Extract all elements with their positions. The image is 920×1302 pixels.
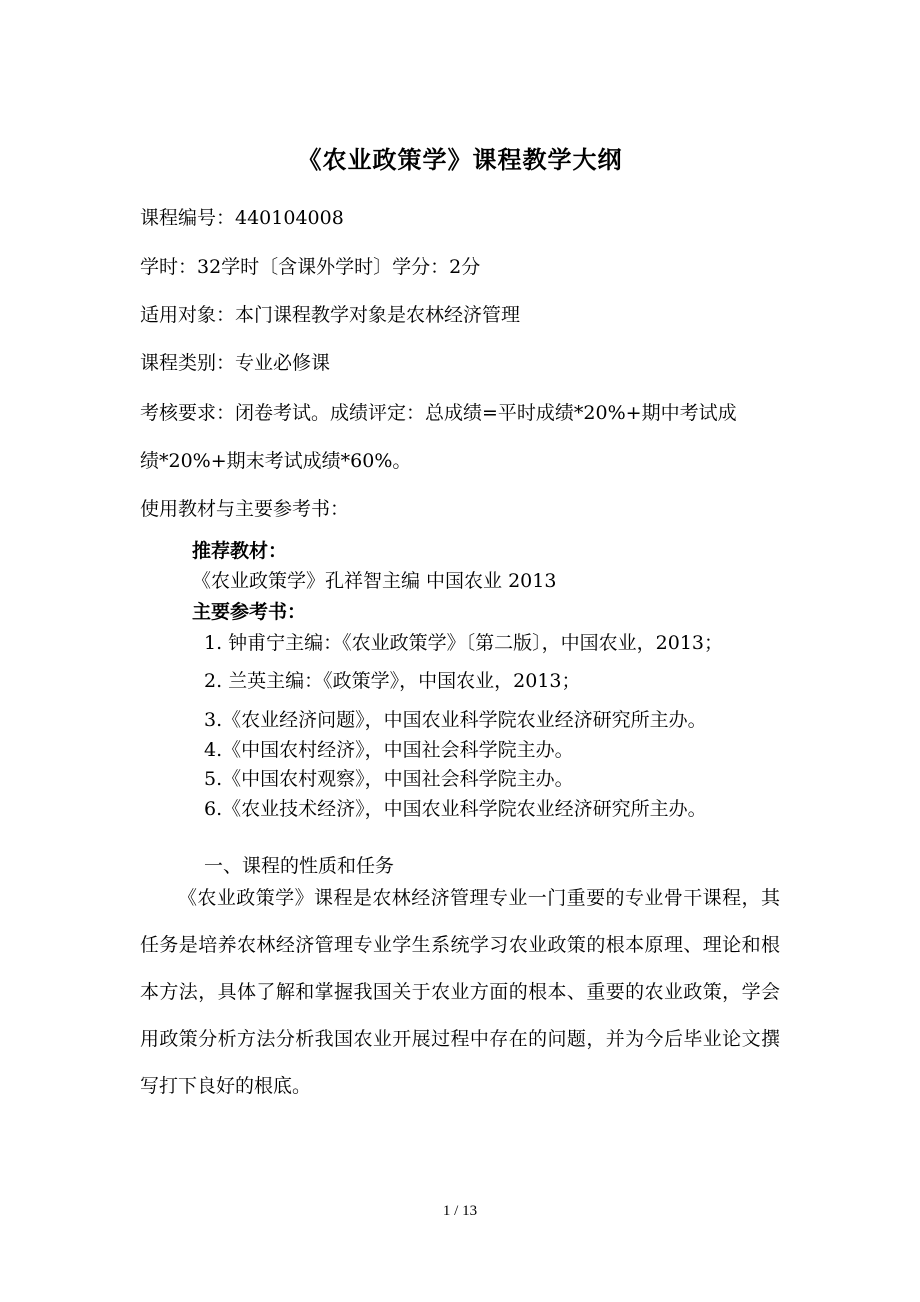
reference-item: 6.《农业技术经济》，中国农业科学院农业经济研究所主办。 xyxy=(204,798,707,820)
page-number: 1 / 13 xyxy=(442,1203,478,1219)
books-heading: 使用教材与主要参考书： xyxy=(140,498,350,520)
audience: 适用对象：本门课程教学对象是农林经济管理 xyxy=(140,304,521,326)
textbook-heading: 推荐教材： xyxy=(192,540,288,562)
references-heading: 主要参考书： xyxy=(192,601,307,623)
reference-item: 5.《中国农村观察》，中国社会科学院主办。 xyxy=(204,768,574,790)
hours-credits: 学时：32学时〔含课外学时〕学分：2分 xyxy=(140,256,481,278)
reference-item: 1. 钟甫宁主编：《农业政策学》〔第二版〕，中国农业，2013； xyxy=(204,632,724,654)
assessment-line-2: 绩*20%+期末考试成绩*60%。 xyxy=(140,450,412,472)
course-category: 课程类别：专业必修课 xyxy=(140,352,331,374)
section-heading: 一、课程的性质和任务 xyxy=(204,855,395,877)
section-paragraph: 《农业政策学》课程是农林经济管理专业一门重要的专业骨干课程，其任务是培养农林经济管理专业学生系统学习农业政策的根本原理、理论和根本方法，具体了解和掌握我国关于农业方面的根本、重要的农业政策，学会用政策分析方法分析我国农业开展过程中存在的问题，并为今后毕业论文撰写打下良好的根底。 xyxy=(140,887,780,1097)
course-code: 课程编号：440104008 xyxy=(140,207,344,229)
reference-item: 4.《中国农村经济》，中国社会科学院主办。 xyxy=(204,739,574,761)
reference-item: 3.《农业经济问题》，中国农业科学院农业经济研究所主办。 xyxy=(204,709,707,731)
reference-item: 2. 兰英主编：《政策学》，中国农业，2013； xyxy=(204,670,581,692)
document-title: 《农业政策学》课程教学大纲 xyxy=(297,145,623,174)
assessment-line-1: 考核要求：闭卷考试。成绩评定：总成绩=平时成绩*20%+期中考试成 xyxy=(140,402,737,424)
textbook-item: 《农业政策学》孔祥智主编 中国农业 2013 xyxy=(192,570,557,592)
